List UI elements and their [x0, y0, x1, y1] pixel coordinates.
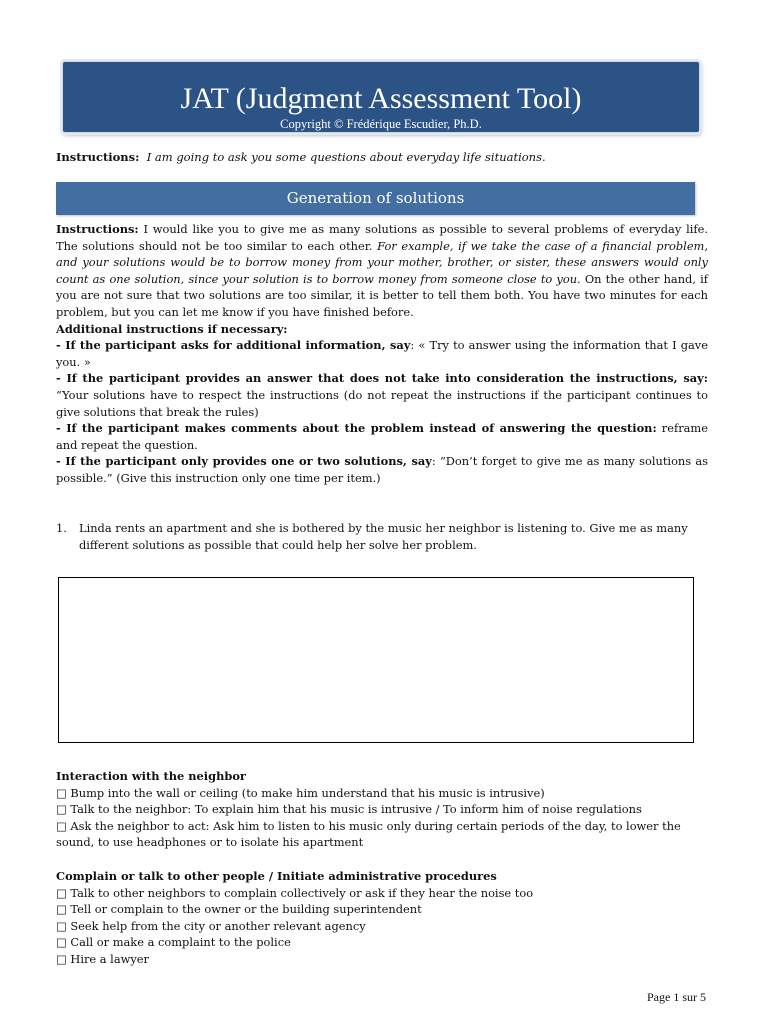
intro-text: I am going to ask you some questions about everyday life situations.: [146, 150, 546, 164]
category-header: Interaction with the neighbor: [56, 769, 246, 783]
checkbox-item[interactable]: □ Call or make a complaint to the police: [56, 935, 291, 950]
section-header: Generation of solutions: [56, 182, 695, 215]
category-header: Complain or talk to other people / Initiate administrative procedures: [56, 869, 497, 883]
answer-box[interactable]: [58, 577, 694, 743]
intro-instructions: [56, 149, 716, 165]
copyright-line: Copyright © Frédérique Escudier, Ph.D.: [280, 117, 482, 131]
instructions-block: [56, 221, 708, 487]
checkbox-item[interactable]: □ Seek help from the city or another relevant agency: [56, 918, 366, 933]
category-complain: [56, 868, 708, 968]
question-1: [56, 520, 708, 553]
additional-label: Additional instructions if necessary:: [56, 321, 288, 336]
page-number: Page 1 sur 5: [647, 990, 706, 1004]
rule-additional-info: [56, 337, 708, 370]
instructions-example: For example, if we take the case of a financial problem, and your solutions would be to borrow money from your mother, brother, or sister, these answers would only count as one solution, since your solution is to borrow money from someone close to you.: [56, 238, 708, 286]
checkbox-item[interactable]: □ Talk to other neighbors to complain collectively or ask if they hear the noise too: [56, 885, 534, 900]
rule-not-following: [56, 370, 708, 420]
rule-3-text: reframe and repeat the question.: [56, 421, 708, 452]
checkbox-item[interactable]: □ Tell or complain to the owner or the building superintendent: [56, 902, 422, 917]
checkbox-item[interactable]: □ Bump into the wall or ceiling (to make him understand that his music is intrusive): [56, 785, 545, 800]
instructions-paragraph: [56, 221, 708, 321]
rule-2-label: - If the participant provides an answer that does not take into consideration the instructions, say:: [56, 371, 708, 386]
instructions-text-a: I would like you to give me as many solutions as possible to several problems of everyday life. The solutions should not be too similar to each other.: [56, 222, 708, 253]
title-banner: [62, 61, 700, 133]
document-title: JAT (Judgment Assessment Tool): [180, 82, 582, 115]
checkbox-item[interactable]: □ Ask the neighbor to act: Ask him to listen to his music only during certain periods of the day, to lower the sound, to use headphones or to isolate his apartment: [56, 818, 681, 850]
rule-2-text: “Your solutions have to respect the instructions (do not repeat the instructions if the participant continues to give solutions that break the rules): [56, 387, 708, 419]
instructions-label: Instructions:: [56, 222, 139, 236]
rule-comments: [56, 420, 708, 453]
checkbox-item[interactable]: □ Talk to the neighbor: To explain him that his music is intrusive / To inform him of noise regulations: [56, 802, 642, 817]
intro-label: Instructions:: [56, 150, 140, 164]
rule-3-label: - If the participant makes comments about the problem instead of answering the question:: [56, 421, 657, 436]
rule-4-text: : “Don’t forget to give me as many solutions as possible.” (Give this instruction only one time per item.): [56, 454, 708, 485]
rule-few-solutions: [56, 453, 708, 486]
checkbox-item[interactable]: □ Hire a lawyer: [56, 951, 149, 966]
instructions-text-b: On the other hand, if you are not sure that two solutions are too similar, it is better to tell them both. You have two minutes for each problem, but you can let me know if you have finished before.: [56, 271, 708, 319]
category-interaction: [56, 768, 708, 851]
additional-instructions-heading: [56, 321, 708, 338]
rule-4-label: - If the participant only provides one or two solutions, say: [56, 454, 432, 469]
question-text: Linda rents an apartment and she is bothered by the music her neighbor is listening to. Give me as many different solutions as possible that could help her solve her problem.: [79, 521, 688, 552]
question-number: 1.: [56, 521, 67, 535]
rule-1-text: : « Try to answer using the information that I gave you. »: [56, 338, 708, 369]
rule-1-label: - If the participant asks for additional information, say: [56, 338, 411, 353]
